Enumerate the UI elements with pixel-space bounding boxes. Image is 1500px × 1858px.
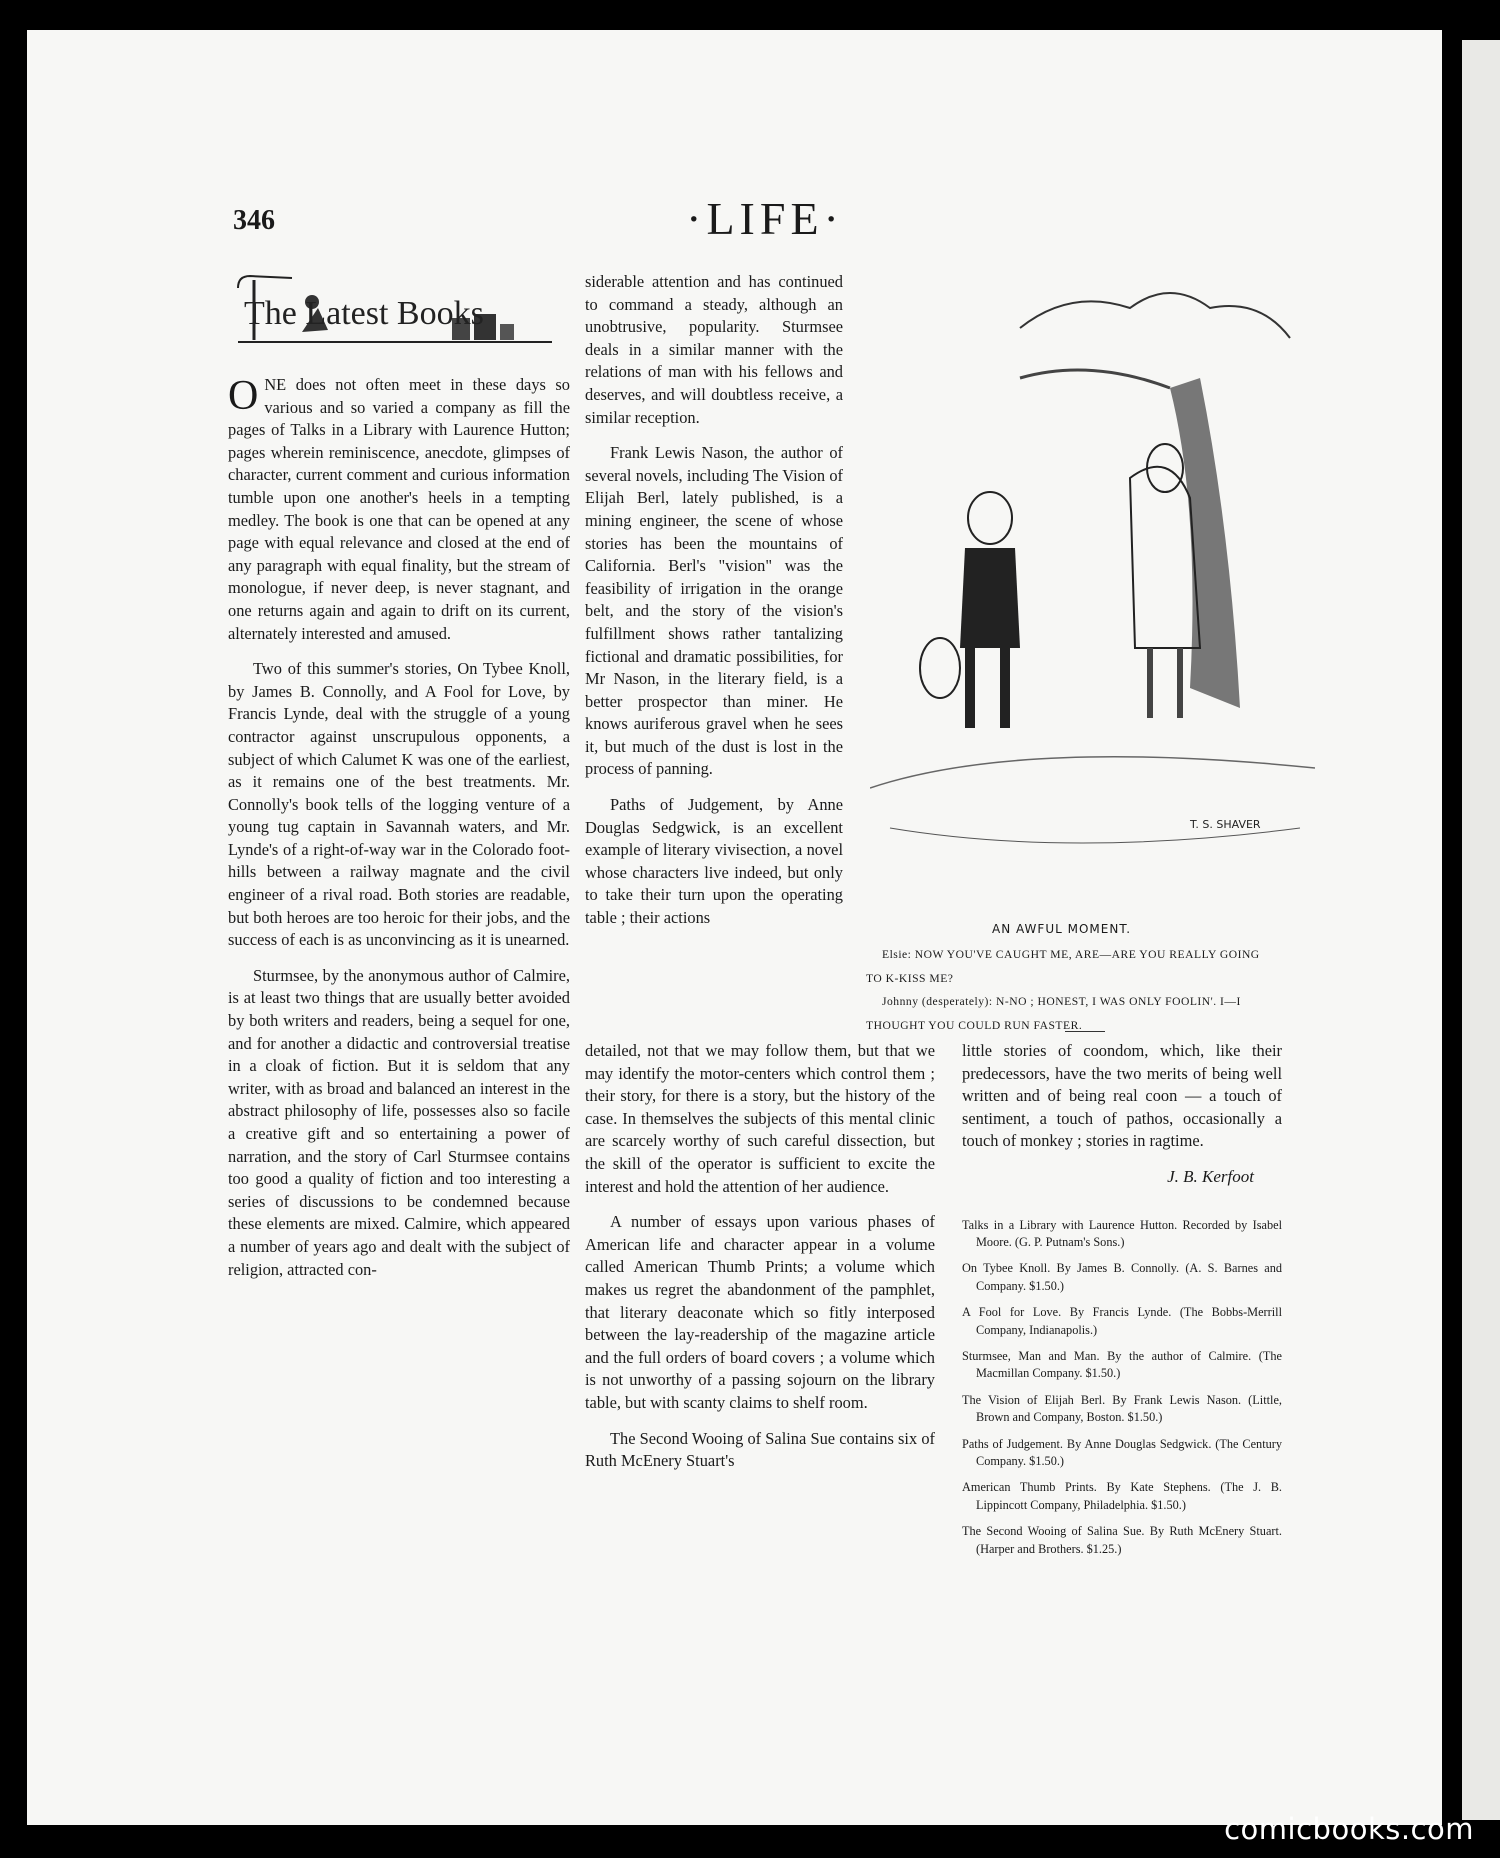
- bib-item: On Tybee Knoll. By James B. Connolly. (A. S. Barnes and Company. $1.50.): [962, 1261, 1282, 1293]
- illustration-awful-moment: [870, 268, 1315, 913]
- paragraph-7: A number of essays upon various phases of American life and character appear in a volume called American Thumb Prints; a volume which makes us regret the abandonment of the pamphlet, that literary deaconate which so fitly interposed between the lay-readership of the magazine article and the full orders of board covers ; a volume which is not unworthy of a passing sojourn on the library table, but with scanty claims to shelf room.: [585, 1212, 935, 1412]
- paragraph-2: Two of this summer's stories, On Tybee Knoll, by James B. Connolly, and A Fool for Love, by Francis Lynde, deal with the struggle of a young contractor against unscrupulous opponents, a subject of which Calumet K was one of the earliest, as it remains one of the best treatments. Mr. Connolly's book tells of the logging venture of a young tug captain in Savannah waters, and Mr. Lynde's of a right-of-way war in the Colorado foot-hills between a railway magnate and the civil engineer of a rival road. Both stories are readable, but both heroes are too heroic for their jobs, and the success of each is as unconvincing as it is unearned.: [228, 659, 570, 950]
- article-column-3: [962, 1040, 1282, 1567]
- bib-item: The Second Wooing of Salina Sue. By Ruth McEnery Stuart. (Harper and Brothers. $1.25.): [962, 1524, 1282, 1556]
- illustration-title: AN AWFUL MOMENT.: [992, 922, 1132, 936]
- masthead: ·LIFE·: [686, 193, 844, 244]
- bib-item: Paths of Judgement. By Anne Douglas Sedgwick. (The Century Company. $1.50.): [962, 1436, 1282, 1469]
- illustration-caption: [866, 943, 1270, 1037]
- latest-books-heading-art: [232, 268, 562, 356]
- paragraph-1-text: NE does not often meet in these days so various and so varied a company as fill the pages of Talks in a Library with Laurence Hutton; pages wherein reminiscence, anecdote, glimpses of character, current comment and curious information tumble upon one another's heels in a tempting medley. The book is one that can be opened at any page with equal relevance and closed at the end of any paragraph with equal finality, but the stream of monologue, if never deep, is never stagnant, and one returns again and again to drift on its current, alternately interested and amused.: [228, 375, 570, 643]
- caption-line-elsie: Elsie: NOW YOU'VE CAUGHT ME, ARE—ARE YOU REALLY GOING TO K-KISS ME?: [866, 948, 1260, 985]
- heading-text: The Latest Books: [244, 295, 484, 332]
- paragraph-6-cont: detailed, not that we may follow them, but that we may identify the motor-centers which control them ; their story, for there is a story, but the history of the case. In themselves the subjects of this mental clinic are scarcely worthy of such careful dissection, but the skill of the operator is sufficient to excite the interest and hold the attention of her audience.: [585, 1041, 935, 1196]
- caption-line-johnny: Johnny (desperately): N-NO ; HONEST, I WAS ONLY FOOLIN'. I—I THOUGHT YOU COULD RUN FASTER.: [866, 995, 1241, 1032]
- drop-cap: O: [228, 373, 259, 419]
- site-watermark: comicbooks.com: [1224, 1812, 1474, 1846]
- paragraph-5: Frank Lewis Nason, the author of several novels, including The Vision of Elijah Berl, lately published, is a mining engineer, the scene of whose stories has been the mountains of California. Berl's "vision" was the feasibility of irrigation in the orange belt, and the story of the vision's fulfillment shows rather tantalizing fictional and dramatic possibilities, for Mr Nason, in the literary field, is a better prospector than miner. He knows auriferous gravel when he sees it, but much of the dust is lost in the process of panning.: [585, 443, 843, 779]
- page-number: 346: [233, 205, 275, 236]
- artist-signature: T. S. SHAVER: [1190, 818, 1261, 831]
- bib-item: A Fool for Love. By Francis Lynde. (The Bobbs-Merrill Company, Indianapolis.): [962, 1305, 1282, 1337]
- paragraph-3: Sturmsee, by the anonymous author of Calmire, is at least two things that are usually better avoided by both writers and readers, being a sequel for one, and for another a didactic and controversial treatise in a cloak of fiction. But it is seldom that any writer, with as broad and balanced an interest in the abstract philosophy of life, possesses also so facile a creative gift and so entertaining a power of narration, and the story of Carl Sturmsee contains too good a quality of fiction and too interesting a series of discussions to be condemned because these elements are mixed. Calmire, which appeared a number of years ago and dealt with the subject of religion, attracted con-: [228, 965, 570, 1279]
- paragraph-8: The Second Wooing of Salina Sue contains six of Ruth McEnery Stuart's: [585, 1428, 935, 1471]
- adjacent-page-edge: [1462, 40, 1500, 1820]
- paragraph-4: siderable attention and has continued to command a steady, although an unobtrusive, popularity. Sturmsee deals in a similar manner with the relations of man with his fellows and deserves, and will doubtless receive, a similar reception.: [585, 272, 843, 427]
- bibliography: [962, 1217, 1282, 1559]
- paragraph-9: little stories of coondom, which, like their predecessors, have the two merits of being well written and of being real coon — a touch of sentiment, a touch of pathos, occasionally a touch of monkey ; stories in ragtime.: [962, 1041, 1282, 1151]
- paragraph-6: Paths of Judgement, by Anne Douglas Sedgwick, is an excellent example of literary vivisection, a novel whose characters live indeed, but only to take their turn upon the operating table ; their actions: [585, 795, 843, 928]
- bib-item: Sturmsee, Man and Man. By the author of Calmire. (The Macmillan Company. $1.50.): [962, 1349, 1282, 1381]
- article-column-2-lower: [585, 1040, 935, 1486]
- paragraph-1: [228, 374, 570, 645]
- bib-item: Talks in a Library with Laurence Hutton. Recorded by Isabel Moore. (G. P. Putnam's Sons.): [962, 1217, 1282, 1249]
- bib-item: The Vision of Elijah Berl. By Frank Lewis Nason. (Little, Brown and Company, Boston. $1.50.): [962, 1392, 1282, 1425]
- caption-divider: [1065, 1031, 1105, 1032]
- article-column-2-upper: [585, 271, 843, 943]
- article-column-1: [228, 374, 570, 1294]
- bib-item: American Thumb Prints. By Kate Stephens. (The J. B. Lippincott Company, Philadelphia. $1.50.): [962, 1480, 1282, 1512]
- author-signature: J. B. Kerfoot: [1167, 1166, 1254, 1186]
